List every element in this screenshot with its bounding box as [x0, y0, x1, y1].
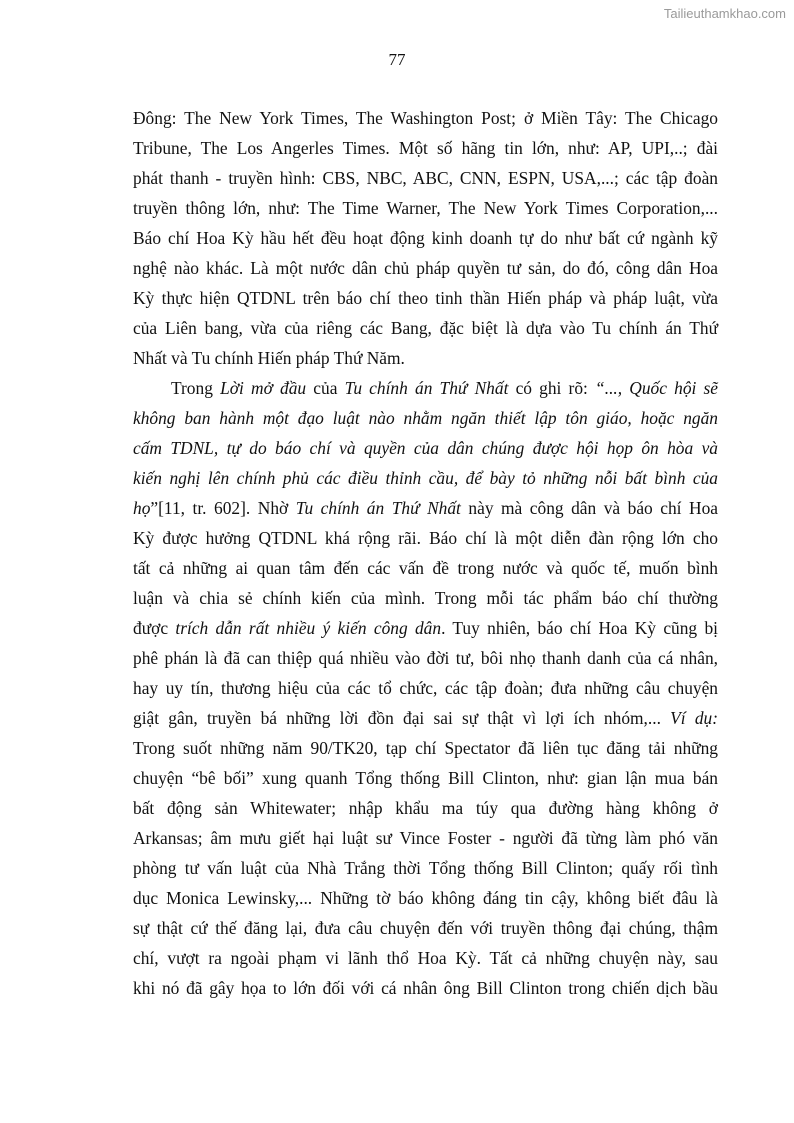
text-run: dục Monica Lewinsky,... Những tờ báo không đáng tin cậy, không biết đâu là	[133, 888, 718, 908]
text-run: Báo chí Hoa Kỳ hầu hết đều hoạt động kinh doanh tự do như bất cứ ngành kỹ	[133, 228, 718, 248]
text-line	[133, 973, 718, 1003]
text-line	[133, 523, 718, 553]
text-line	[133, 703, 718, 733]
text-line	[133, 403, 718, 433]
text-run: được	[133, 618, 176, 638]
italic-text: “..., Quốc hội sẽ	[595, 378, 718, 398]
text-run: tất cả những ai quan tâm đến các vấn đề trong nước và quốc tế, muốn bình	[133, 558, 718, 578]
text-line	[133, 193, 718, 223]
text-line	[133, 613, 718, 643]
text-run: khi nó đã gây họa to lớn đối với cá nhân ông Bill Clinton trong chiến dịch bầu	[133, 978, 718, 998]
italic-text: họ	[133, 498, 151, 518]
text-line	[133, 283, 718, 313]
text-line	[133, 553, 718, 583]
italic-text: cấm TDNL, tự do báo chí và quyền của dân chúng được hội họp ôn hòa và	[133, 438, 718, 458]
text-line	[133, 793, 718, 823]
body-text	[133, 103, 718, 1003]
text-line	[133, 103, 718, 133]
italic-text: Tu chính án Thứ Nhất	[295, 498, 461, 518]
text-run: phê phán là đã can thiệp quá nhiều vào đời tư, bôi nhọ thanh danh của cá nhân,	[133, 648, 718, 668]
text-run: Arkansas; âm mưu giết hại luật sư Vince Foster - người đã từng làm phó văn	[133, 828, 718, 848]
text-run: phát thanh - truyền hình: CBS, NBC, ABC, CNN, ESPN, USA,...; các tập đoàn	[133, 168, 718, 188]
text-line	[133, 943, 718, 973]
text-run: Tribune, The Los Angerles Times. Một số hãng tin lớn, như: AP, UPI,..; đài	[133, 138, 718, 158]
text-line	[133, 733, 718, 763]
text-run: hay uy tín, thương hiệu của các tổ chức, các tập đoàn; đưa những câu chuyện	[133, 678, 718, 698]
text-run: chuyện “bê bối” xung quanh Tổng thống Bill Clinton, như: gian lận mua bán	[133, 768, 718, 788]
text-line	[133, 643, 718, 673]
italic-text: Lời mở đầu	[220, 378, 307, 398]
text-run: phòng tư vấn luật của Nhà Trắng thời Tổng thống Bill Clinton; quấy rối tình	[133, 858, 718, 878]
text-line	[133, 433, 718, 463]
text-line	[133, 163, 718, 193]
text-line	[133, 223, 718, 253]
text-line	[133, 253, 718, 283]
text-run: Kỳ thực hiện QTDNL trên báo chí theo tinh thần Hiến pháp và pháp luật, vừa	[133, 288, 718, 308]
italic-text: kiến nghị lên chính phủ các điều thỉnh cầu, để bày tỏ những nỗi bất bình của	[133, 468, 718, 488]
text-run: truyền thông lớn, như: The Time Warner, The New York Times Corporation,...	[133, 198, 718, 218]
text-run: sự thật cứ thế đăng lại, đưa câu chuyện đến với truyền thông đại chúng, thậm	[133, 918, 718, 938]
text-line	[133, 763, 718, 793]
text-run: Kỳ được hưởng QTDNL khá rộng rãi. Báo chí là một diễn đàn rộng lớn cho	[133, 528, 718, 548]
text-run: nghệ nào khác. Là một nước dân chủ pháp quyền tư sản, do đó, công dân Hoa	[133, 258, 718, 278]
text-run: này mà công dân và báo chí Hoa	[460, 498, 718, 518]
text-run: . Tuy nhiên, báo chí Hoa Kỳ cũng bị	[441, 618, 718, 638]
text-line	[133, 583, 718, 613]
watermark: Tailieuthamkhao.com	[663, 6, 786, 21]
text-line	[133, 343, 718, 373]
italic-text: Ví dụ:	[670, 708, 719, 728]
text-run: bất động sản Whitewater; nhập khẩu ma túy qua đường hàng không ở	[133, 798, 718, 818]
page-number: 77	[388, 50, 406, 69]
text-line	[133, 913, 718, 943]
text-run: ”[11, tr. 602]. Nhờ	[150, 498, 296, 518]
text-line	[133, 883, 718, 913]
text-run: chí, vượt ra ngoài phạm vi lãnh thổ Hoa Kỳ. Tất cả những chuyện này, sau	[133, 948, 718, 968]
text-run: Trong suốt những năm 90/TK20, tạp chí Spectator đã liên tục đăng tải những	[133, 738, 718, 758]
text-run: Trong	[171, 378, 221, 398]
text-run: Đông: The New York Times, The Washington Post; ở Miền Tây: The Chicago	[133, 108, 718, 128]
text-line	[133, 673, 718, 703]
text-line	[133, 823, 718, 853]
text-line	[133, 313, 718, 343]
text-run: của	[306, 378, 345, 398]
text-run: luận và chia sẻ chính kiến của mình. Trong mỗi tác phẩm báo chí thường	[133, 588, 718, 608]
text-run: của Liên bang, vừa của riêng các Bang, đặc biệt là dựa vào Tu chính án Thứ	[133, 318, 718, 338]
text-line	[133, 373, 718, 403]
text-run: giật gân, truyền bá những lời đồn đại sai sự thật vì lợi ích nhóm,...	[133, 708, 671, 728]
text-run: Nhất và Tu chính Hiến pháp Thứ Năm.	[133, 348, 405, 368]
italic-text: không ban hành một đạo luật nào nhằm ngăn thiết lập tôn giáo, hoặc ngăn	[133, 408, 718, 428]
text-run: có ghi rõ:	[508, 378, 596, 398]
text-line	[133, 493, 718, 523]
italic-text: Tu chính án Thứ Nhất	[344, 378, 509, 398]
text-line	[133, 133, 718, 163]
italic-text: trích dẫn rất nhiều ý kiến công dân	[175, 618, 442, 638]
text-line	[133, 853, 718, 883]
text-line	[133, 463, 718, 493]
